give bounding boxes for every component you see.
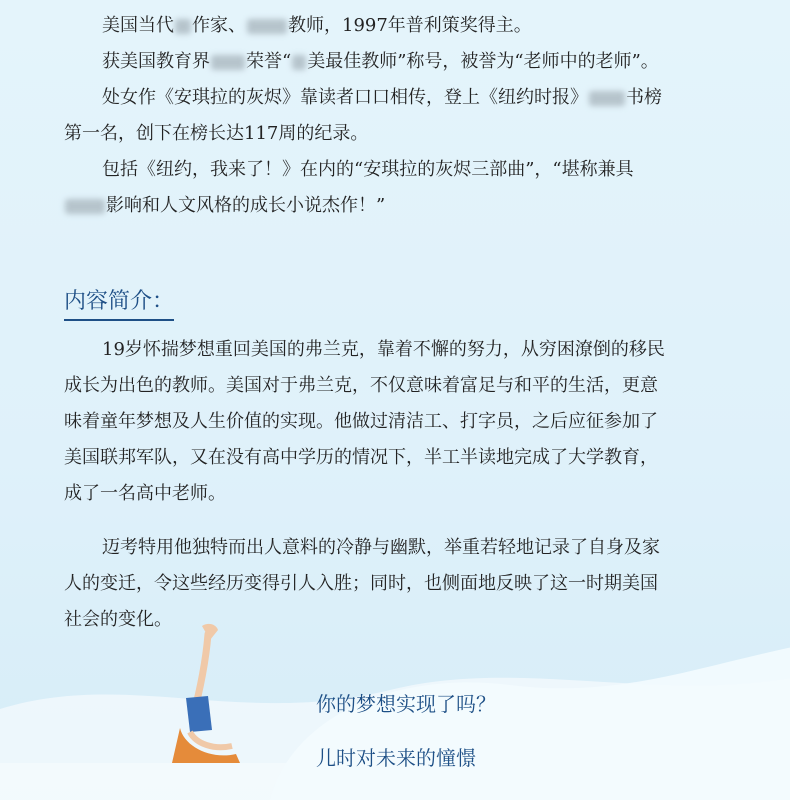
summary-line: 迈考特用他独特而出人意料的冷静与幽默，举重若轻地记录了自身及家 (102, 537, 660, 558)
summary-line: 19岁怀揣梦想重回美国的弗兰克，靠着不懈的努力，从穷困潦倒的移民 (102, 339, 665, 360)
author-intro-line-2: 获美国教育界 荣誉“ 美最佳教师”称号，被誉为“老师中的老师”。 (102, 51, 659, 72)
redacted-text (247, 19, 287, 34)
redacted-text (292, 55, 306, 70)
summary-line: 成长为出色的教师。美国对于弗兰克，不仅意味着富足与和平的生活，更意 (64, 375, 658, 396)
author-intro (64, 8, 736, 224)
redacted-text (65, 199, 105, 214)
redacted-text (589, 91, 625, 106)
summary-line: 美国联邦军队，又在没有高中学历的情况下，半工半读地完成了大学教育， (64, 447, 658, 468)
reaching-child-illustration (150, 620, 270, 763)
slogan-line-2: 儿时对未来的憧憬 (316, 746, 476, 770)
author-intro-line-1: 美国当代 作家、 教师，1997年普利策奖得主。 (102, 15, 532, 36)
summary-paragraph-1 (64, 332, 736, 512)
slogan-line-1: 你的梦想实现了吗？ (316, 692, 496, 716)
author-intro-line-3: 处女作《安琪拉的灰烬》靠读者口口相传，登上《纽约时报》 书榜 (102, 87, 662, 108)
redacted-text (211, 55, 245, 70)
author-intro-line-4: 第一名，创下在榜长达117周的纪录。 (64, 123, 369, 144)
summary-line: 社会的变化。 (64, 609, 172, 630)
section-title-summary: 内容简介： (64, 284, 174, 321)
summary-line: 人的变迁，令这些经历变得引人入胜；同时，也侧面地反映了这一时期美国 (64, 573, 658, 594)
author-intro-line-5: 包括《纽约，我来了！》在内的“安琪拉的灰烬三部曲”，“堪称兼具 (102, 159, 634, 180)
author-intro-line-6: 影响和人文风格的成长小说杰作！” (64, 188, 736, 224)
redacted-text (175, 19, 191, 34)
summary-line: 味着童年梦想及人生价值的实现。他做过清洁工、打字员，之后应征参加了 (64, 411, 658, 432)
summary-line: 成了一名高中老师。 (64, 483, 226, 504)
